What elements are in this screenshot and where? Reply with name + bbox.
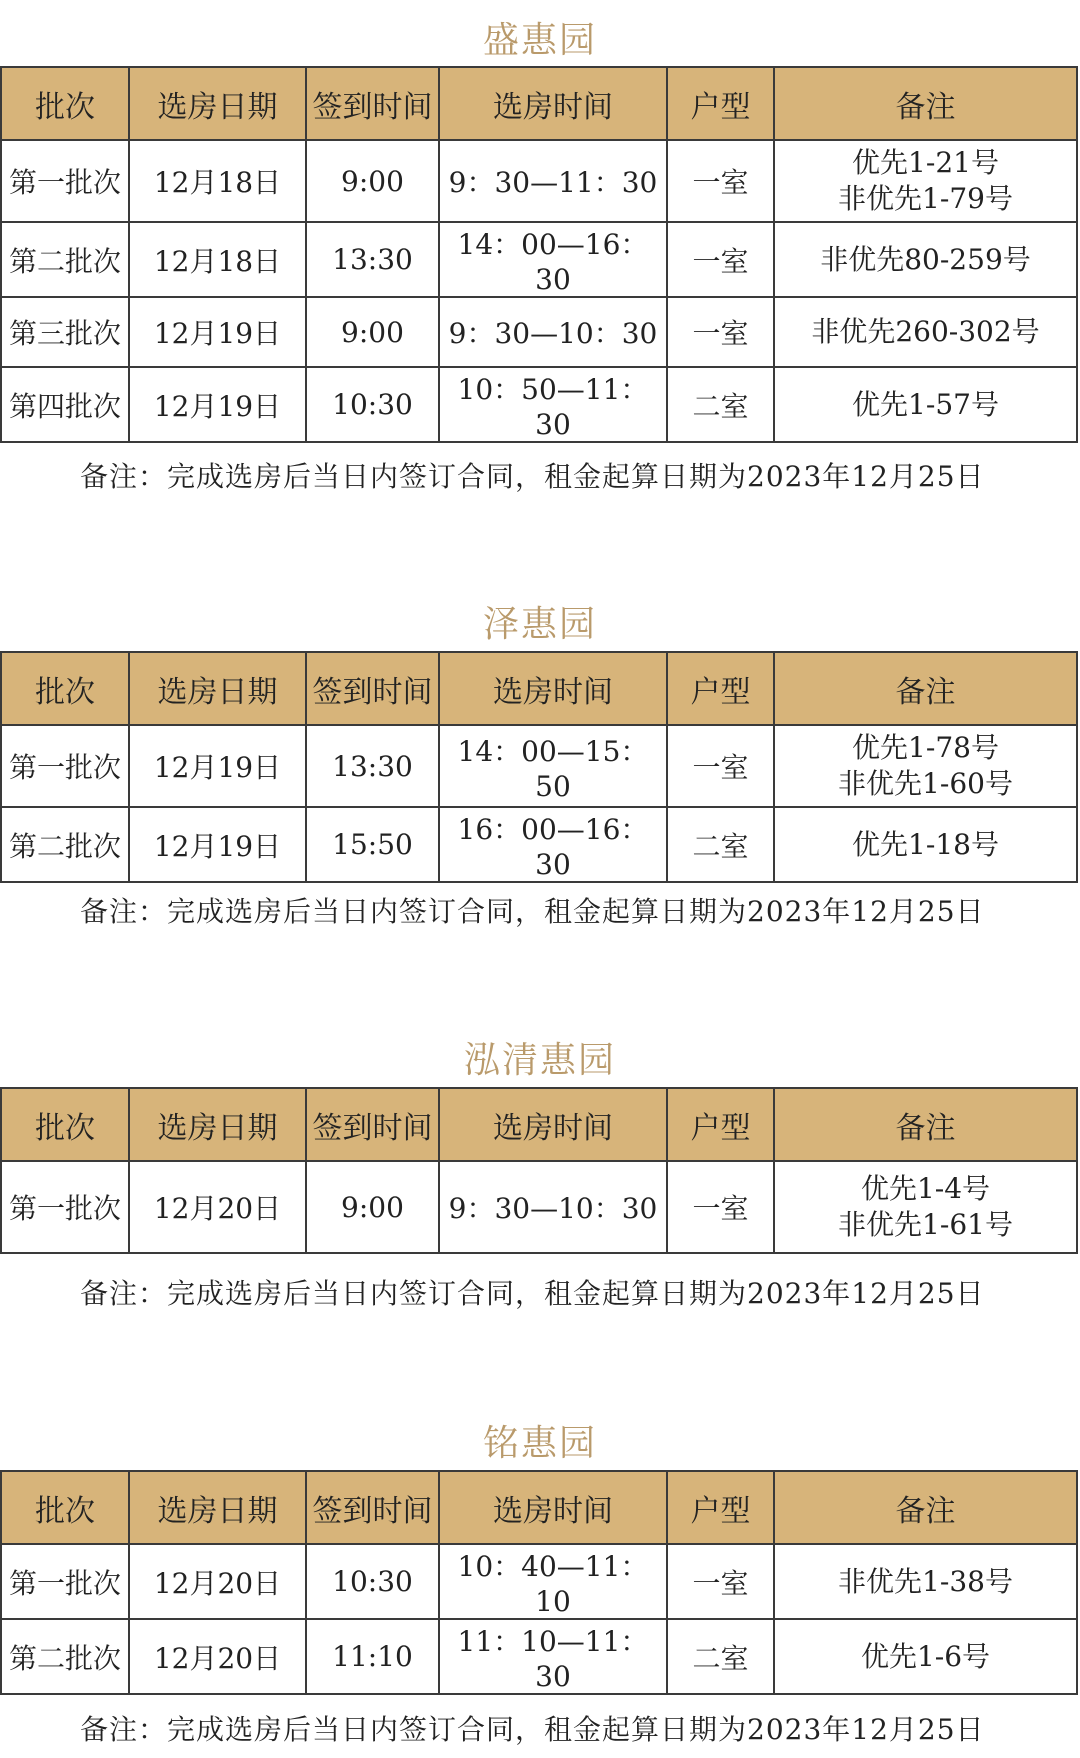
remark-line: 非优先80-259号 bbox=[820, 242, 1031, 276]
header-time: 选房时间 bbox=[439, 1471, 667, 1544]
cell-remark bbox=[774, 807, 1077, 882]
remark-line: 优先1-18号 bbox=[852, 827, 999, 861]
cell-type: 一室 bbox=[667, 1161, 774, 1253]
table-row bbox=[1, 222, 1077, 297]
cell-batch: 第三批次 bbox=[1, 297, 129, 367]
header-type: 户型 bbox=[667, 652, 774, 725]
remark-line: 非优先1-38号 bbox=[838, 1564, 1013, 1598]
section-title: 铭惠园 bbox=[482, 1423, 597, 1464]
cell-type: 二室 bbox=[667, 1619, 774, 1694]
header-checkin: 签到时间 bbox=[306, 67, 439, 140]
header-time: 选房时间 bbox=[439, 67, 667, 140]
cell-date: 12月20日 bbox=[129, 1161, 306, 1253]
cell-time: 14：00—15：50 bbox=[439, 725, 667, 807]
header-remark: 备注 bbox=[774, 1088, 1077, 1161]
cell-date: 12月19日 bbox=[129, 725, 306, 807]
remark-line: 优先1-57号 bbox=[852, 387, 999, 421]
header-row bbox=[1, 1471, 1077, 1544]
cell-checkin: 9:00 bbox=[306, 140, 439, 222]
remark-line: 优先1-4号 bbox=[860, 1172, 991, 1205]
cell-type: 二室 bbox=[667, 807, 774, 882]
cell-batch: 第二批次 bbox=[1, 807, 129, 882]
header-row bbox=[1, 67, 1077, 140]
cell-time: 10：50—11：30 bbox=[439, 367, 667, 442]
section-note: 备注：完成选房后当日内签订合同，租金起算日期为2023年12月25日 bbox=[80, 1713, 985, 1746]
cell-checkin: 13:30 bbox=[306, 222, 439, 297]
header-batch: 批次 bbox=[1, 67, 129, 140]
schedule-table bbox=[0, 651, 1078, 883]
header-remark: 备注 bbox=[774, 1471, 1077, 1544]
cell-type: 二室 bbox=[667, 367, 774, 442]
header-time: 选房时间 bbox=[439, 652, 667, 725]
cell-batch: 第二批次 bbox=[1, 222, 129, 297]
section-title: 泓清惠园 bbox=[463, 1040, 616, 1081]
header-checkin: 签到时间 bbox=[306, 1088, 439, 1161]
table-row bbox=[1, 140, 1077, 222]
header-checkin: 签到时间 bbox=[306, 652, 439, 725]
header-batch: 批次 bbox=[1, 1471, 129, 1544]
cell-batch: 第四批次 bbox=[1, 367, 129, 442]
cell-batch: 第一批次 bbox=[1, 1161, 129, 1253]
cell-checkin: 9:00 bbox=[306, 297, 439, 367]
cell-checkin: 10:30 bbox=[306, 367, 439, 442]
schedule-table bbox=[0, 1470, 1078, 1695]
cell-remark bbox=[774, 1544, 1077, 1619]
table-row bbox=[1, 1544, 1077, 1619]
cell-checkin: 9:00 bbox=[306, 1161, 439, 1253]
header-date: 选房日期 bbox=[129, 1088, 306, 1161]
remark-line: 优先1-78号 bbox=[852, 731, 999, 764]
table-row bbox=[1, 297, 1077, 367]
cell-remark bbox=[774, 1161, 1077, 1253]
header-date: 选房日期 bbox=[129, 652, 306, 725]
header-remark: 备注 bbox=[774, 652, 1077, 725]
section-title: 盛惠园 bbox=[482, 20, 597, 61]
cell-checkin: 10:30 bbox=[306, 1544, 439, 1619]
header-date: 选房日期 bbox=[129, 67, 306, 140]
cell-remark bbox=[774, 725, 1077, 807]
header-type: 户型 bbox=[667, 1471, 774, 1544]
cell-remark bbox=[774, 140, 1077, 222]
header-remark: 备注 bbox=[774, 67, 1077, 140]
cell-type: 一室 bbox=[667, 222, 774, 297]
header-batch: 批次 bbox=[1, 1088, 129, 1161]
cell-time: 9：30—11：30 bbox=[439, 140, 667, 222]
header-batch: 批次 bbox=[1, 652, 129, 725]
cell-time: 10：40—11：10 bbox=[439, 1544, 667, 1619]
cell-checkin: 13:30 bbox=[306, 725, 439, 807]
cell-checkin: 11:10 bbox=[306, 1619, 439, 1694]
header-row bbox=[1, 1088, 1077, 1161]
cell-date: 12月19日 bbox=[129, 367, 306, 442]
cell-batch: 第一批次 bbox=[1, 725, 129, 807]
cell-type: 一室 bbox=[667, 725, 774, 807]
cell-batch: 第一批次 bbox=[1, 140, 129, 222]
table-row bbox=[1, 367, 1077, 442]
section-note: 备注：完成选房后当日内签订合同，租金起算日期为2023年12月25日 bbox=[80, 895, 985, 928]
remark-line: 非优先260-302号 bbox=[811, 315, 1040, 348]
cell-type: 一室 bbox=[667, 140, 774, 222]
cell-date: 12月19日 bbox=[129, 297, 306, 367]
cell-date: 12月18日 bbox=[129, 222, 306, 297]
section-title: 泽惠园 bbox=[482, 604, 597, 645]
cell-checkin: 15:50 bbox=[306, 807, 439, 882]
cell-type: 一室 bbox=[667, 297, 774, 367]
section-note: 备注：完成选房后当日内签订合同，租金起算日期为2023年12月25日 bbox=[80, 460, 985, 493]
remark-line: 优先1-21号 bbox=[852, 146, 999, 179]
remark-line: 优先1-6号 bbox=[860, 1639, 991, 1673]
cell-time: 14：00—16：30 bbox=[439, 222, 667, 297]
header-row bbox=[1, 652, 1077, 725]
cell-date: 12月20日 bbox=[129, 1544, 306, 1619]
schedule-table bbox=[0, 1087, 1078, 1254]
cell-batch: 第一批次 bbox=[1, 1544, 129, 1619]
table-row bbox=[1, 1161, 1077, 1253]
table-row bbox=[1, 1619, 1077, 1694]
remark-line: 非优先1-61号 bbox=[838, 1208, 1013, 1241]
cell-time: 9：30—10：30 bbox=[439, 1161, 667, 1253]
table-row bbox=[1, 725, 1077, 807]
remark-line: 非优先1-79号 bbox=[838, 182, 1013, 215]
header-date: 选房日期 bbox=[129, 1471, 306, 1544]
cell-remark bbox=[774, 297, 1077, 367]
cell-remark bbox=[774, 1619, 1077, 1694]
header-type: 户型 bbox=[667, 67, 774, 140]
cell-batch: 第二批次 bbox=[1, 1619, 129, 1694]
cell-time: 11：10—11：30 bbox=[439, 1619, 667, 1694]
cell-remark bbox=[774, 367, 1077, 442]
cell-date: 12月18日 bbox=[129, 140, 306, 222]
header-time: 选房时间 bbox=[439, 1088, 667, 1161]
cell-remark bbox=[774, 222, 1077, 297]
header-type: 户型 bbox=[667, 1088, 774, 1161]
section-note: 备注：完成选房后当日内签订合同，租金起算日期为2023年12月25日 bbox=[80, 1277, 985, 1310]
cell-time: 16：00—16：30 bbox=[439, 807, 667, 882]
cell-date: 12月20日 bbox=[129, 1619, 306, 1694]
cell-time: 9：30—10：30 bbox=[439, 297, 667, 367]
cell-type: 一室 bbox=[667, 1544, 774, 1619]
remark-line: 非优先1-60号 bbox=[838, 767, 1013, 800]
header-checkin: 签到时间 bbox=[306, 1471, 439, 1544]
cell-date: 12月19日 bbox=[129, 807, 306, 882]
table-row bbox=[1, 807, 1077, 882]
schedule-table bbox=[0, 66, 1078, 443]
